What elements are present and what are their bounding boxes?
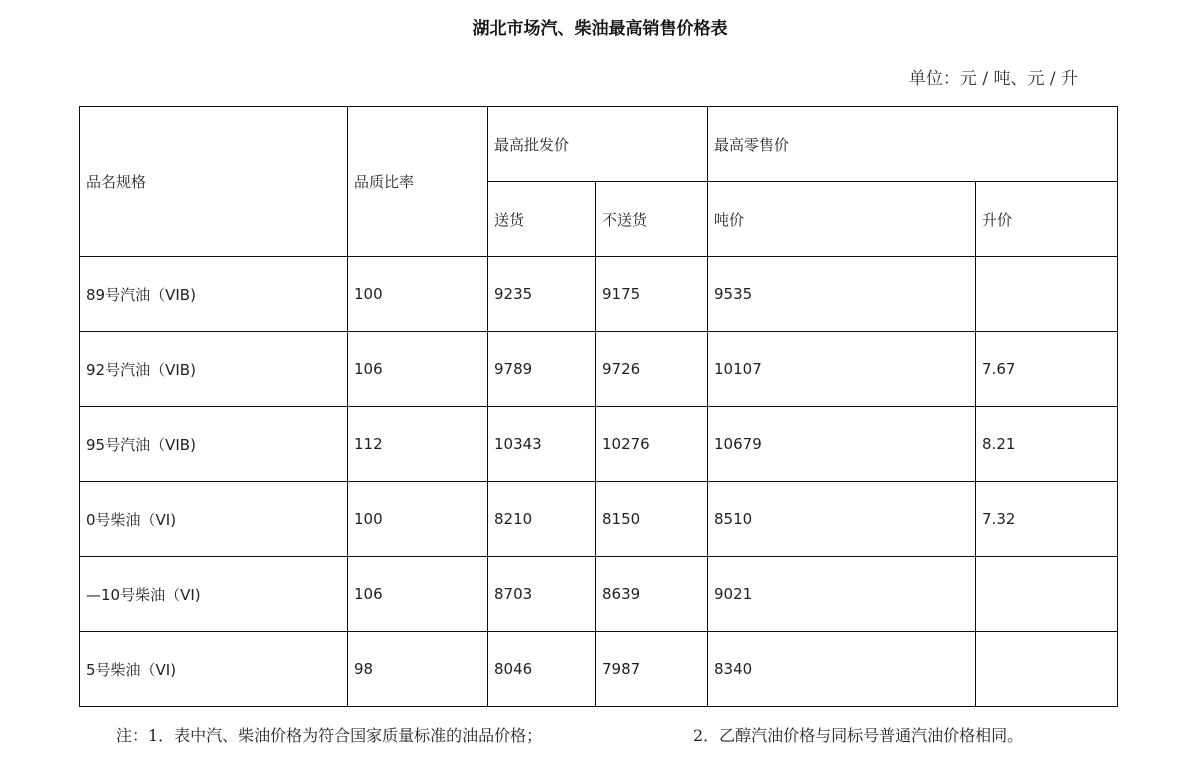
wholesale-delivered: 10343 <box>488 407 596 482</box>
retail-per-ton: 9535 <box>708 257 976 332</box>
unit-label: 单位：元 / 吨、元 / 升 <box>908 69 1078 89</box>
product-name: 92号汽油（VIB) <box>80 332 348 407</box>
footnote-1: 注：1．表中汽、柴油价格为符合国家质量标准的油品价格； <box>116 726 543 745</box>
wholesale-not-delivered: 10276 <box>596 407 708 482</box>
product-name: 5号柴油（VI) <box>80 632 348 707</box>
wholesale-not-delivered: 8150 <box>596 482 708 557</box>
quality-ratio: 112 <box>348 407 488 482</box>
wholesale-not-delivered: 7987 <box>596 632 708 707</box>
header-quality-ratio: 品质比率 <box>348 107 488 257</box>
table-row <box>80 257 1118 332</box>
footnote-2: 2．乙醇汽油价格与同标号普通汽油价格相同。 <box>693 726 1024 745</box>
table-row <box>80 482 1118 557</box>
retail-per-liter <box>976 557 1118 632</box>
header-retail: 最高零售价 <box>708 107 1118 182</box>
quality-ratio: 100 <box>348 257 488 332</box>
retail-per-ton: 9021 <box>708 557 976 632</box>
retail-per-liter <box>976 632 1118 707</box>
page-title: 湖北市场汽、柴油最高销售价格表 <box>472 19 728 39</box>
table-row <box>80 332 1118 407</box>
retail-per-liter: 7.32 <box>976 482 1118 557</box>
retail-per-ton: 8510 <box>708 482 976 557</box>
retail-per-liter <box>976 257 1118 332</box>
retail-per-liter: 7.67 <box>976 332 1118 407</box>
wholesale-delivered: 8046 <box>488 632 596 707</box>
quality-ratio: 106 <box>348 332 488 407</box>
header-wholesale: 最高批发价 <box>488 107 708 182</box>
retail-per-ton: 8340 <box>708 632 976 707</box>
wholesale-not-delivered: 9726 <box>596 332 708 407</box>
quality-ratio: 106 <box>348 557 488 632</box>
retail-per-ton: 10679 <box>708 407 976 482</box>
table-row <box>80 557 1118 632</box>
product-name: 0号柴油（VI) <box>80 482 348 557</box>
product-name: 89号汽油（VIB) <box>80 257 348 332</box>
wholesale-not-delivered: 9175 <box>596 257 708 332</box>
wholesale-delivered: 9789 <box>488 332 596 407</box>
wholesale-not-delivered: 8639 <box>596 557 708 632</box>
quality-ratio: 98 <box>348 632 488 707</box>
header-product: 品名规格 <box>80 107 348 257</box>
retail-per-ton: 10107 <box>708 332 976 407</box>
table-row <box>80 407 1118 482</box>
header-per-liter: 升价 <box>976 182 1118 257</box>
retail-per-liter: 8.21 <box>976 407 1118 482</box>
header-not-delivered: 不送货 <box>596 182 708 257</box>
product-name: —10号柴油（VI) <box>80 557 348 632</box>
quality-ratio: 100 <box>348 482 488 557</box>
wholesale-delivered: 9235 <box>488 257 596 332</box>
table-row <box>80 632 1118 707</box>
price-table <box>79 106 1118 707</box>
header-delivered: 送货 <box>488 182 596 257</box>
header-row-1 <box>80 107 1118 182</box>
product-name: 95号汽油（VIB) <box>80 407 348 482</box>
header-per-ton: 吨价 <box>708 182 976 257</box>
wholesale-delivered: 8210 <box>488 482 596 557</box>
wholesale-delivered: 8703 <box>488 557 596 632</box>
